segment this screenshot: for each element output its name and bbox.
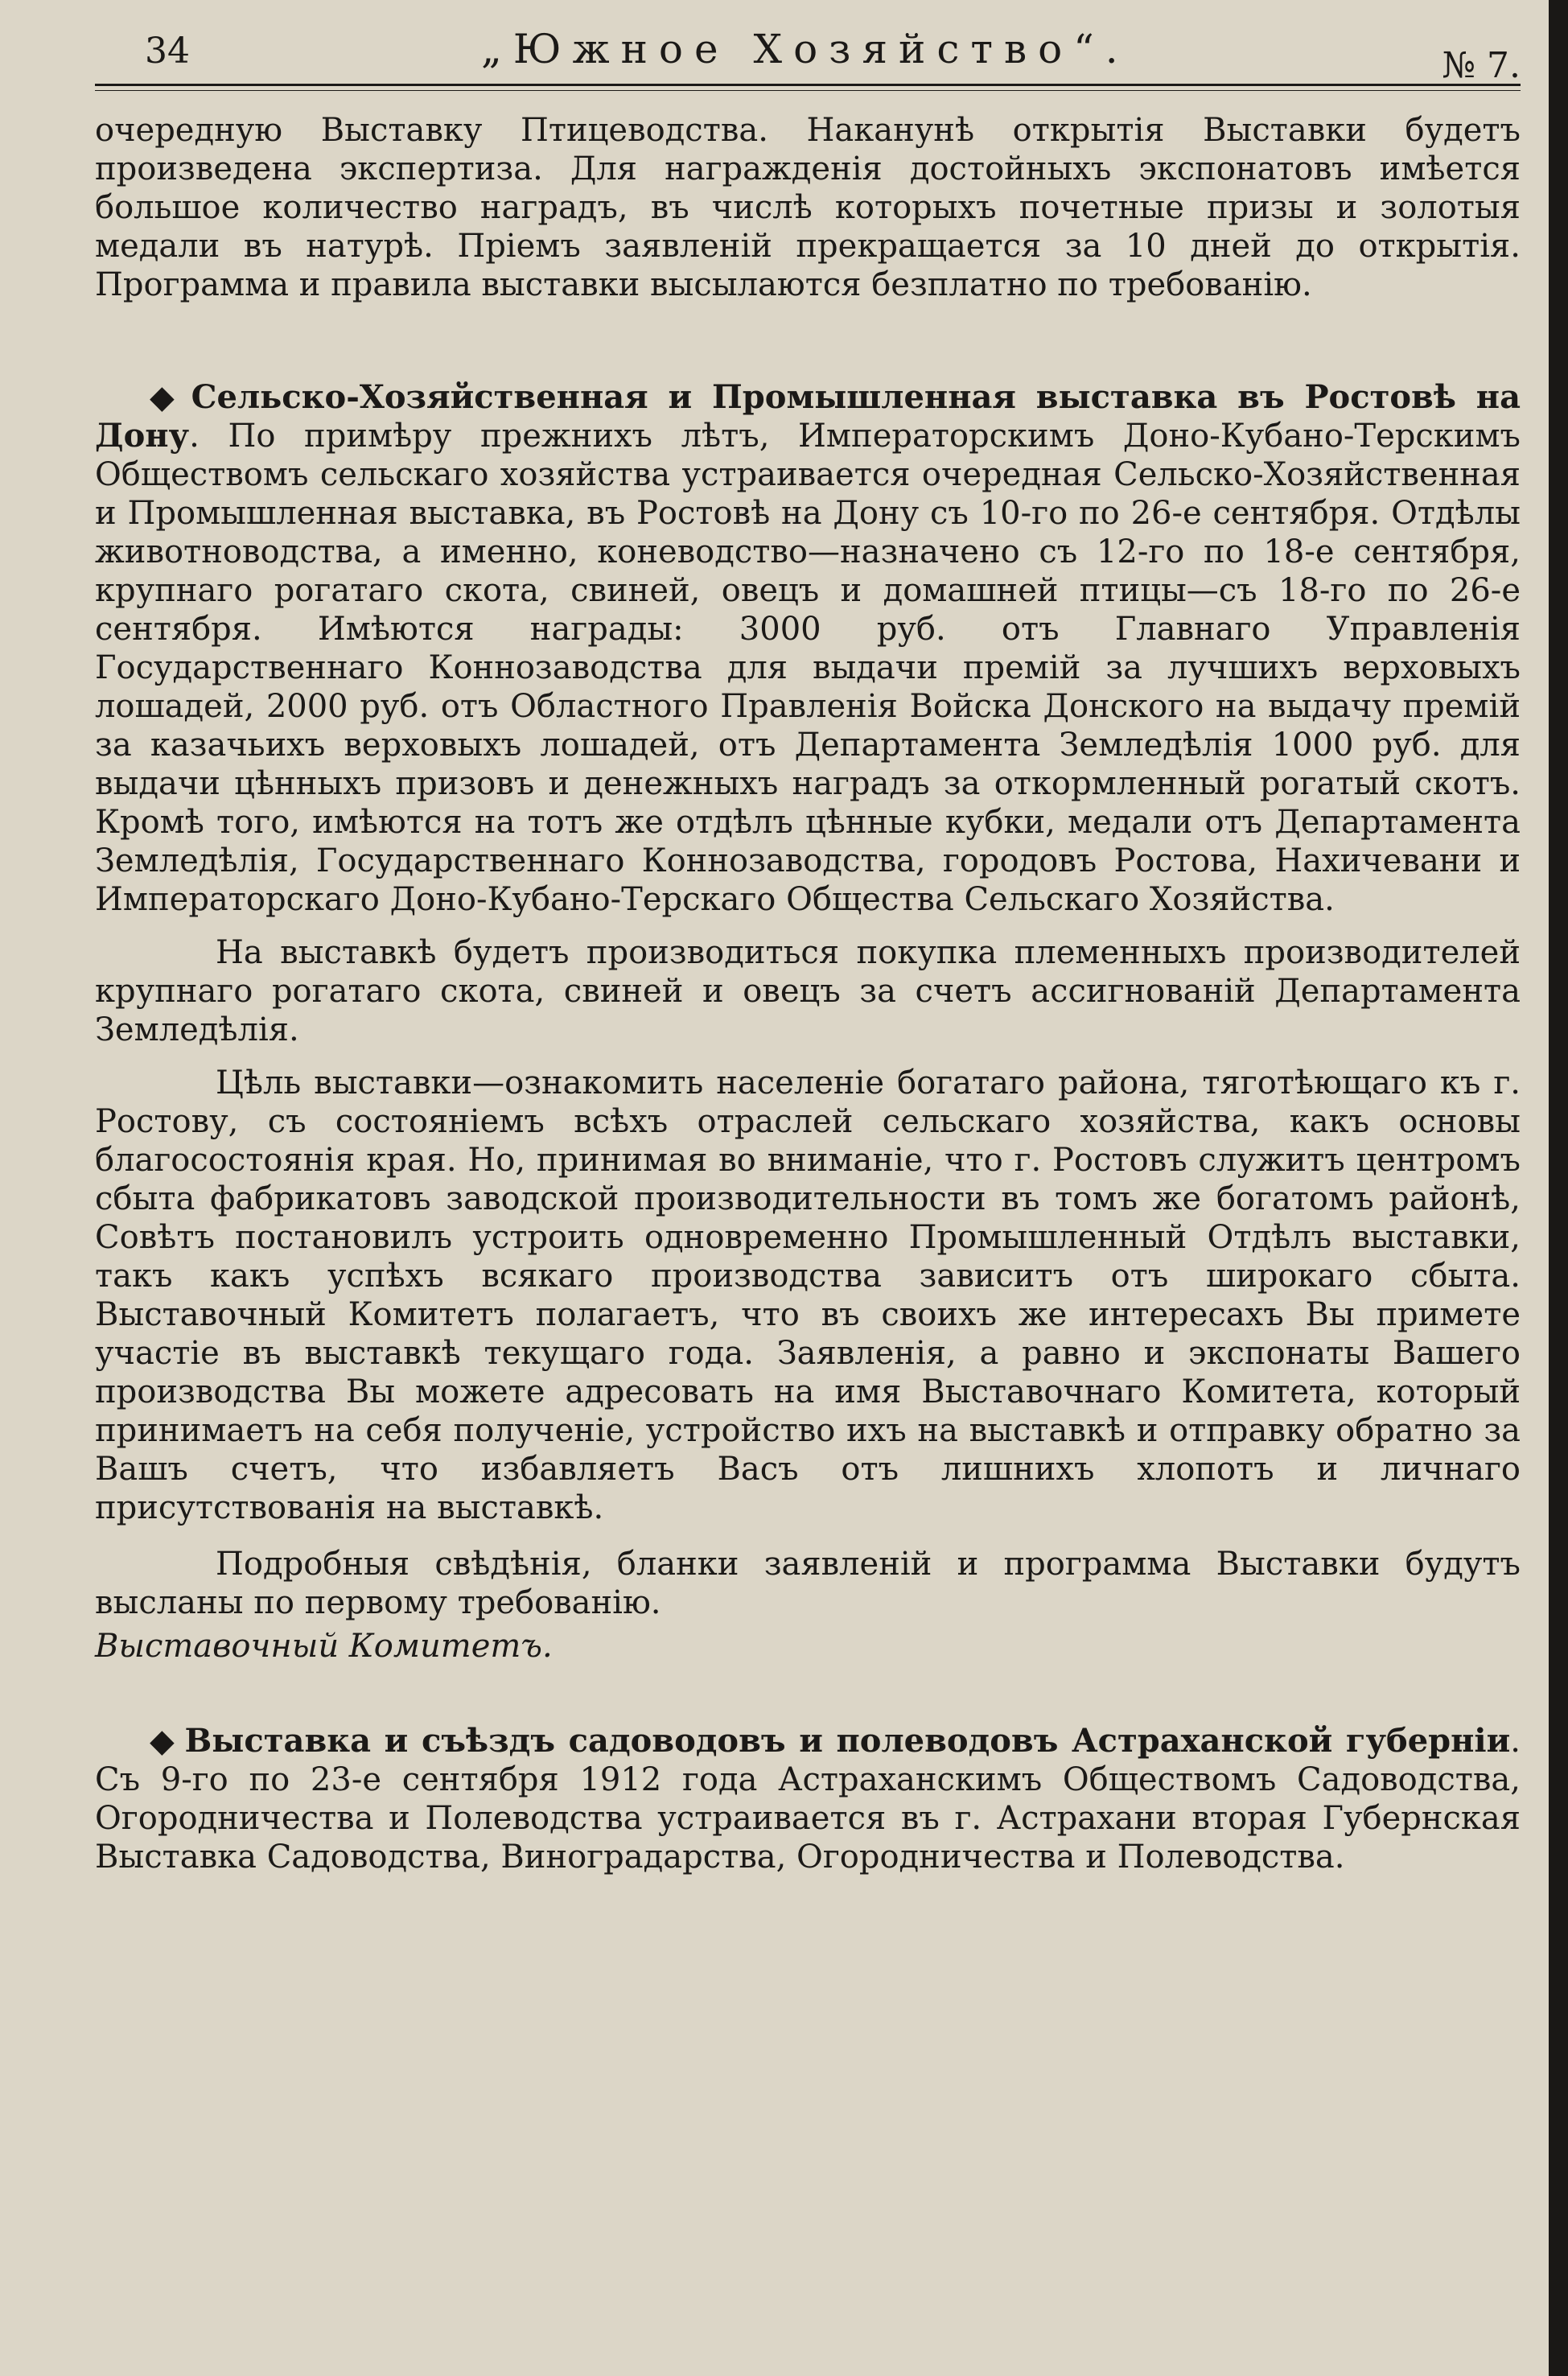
scan-edge-shadow — [1549, 0, 1568, 2376]
journal-title: „Южное Хозяйство“. — [481, 26, 1130, 72]
header-rule-thin — [95, 90, 1521, 91]
astrakhan-exhibition-lead-text: . Съ 9-го по 23-е сентября 1912 года Астраханскимъ Обществомъ Садоводства, Огородничества и Полеводства устраивается въ г. Астрахани вторая Губернская Выставка Садоводства, Виноградарства, Огородничества и Полеводства. — [95, 1723, 1521, 1876]
header-rule — [95, 84, 1521, 86]
running-header — [95, 26, 1521, 86]
committee-signature: Выставочный Комитетъ. — [95, 1628, 553, 1665]
intro-paragraph: очередную Выставку Птицеводства. Наканунѣ открытія Выставки будетъ произведена экспертиза. Для награжденія достойныхъ экспонатовъ имѣется большое количество наградъ, въ числѣ которыхъ почетные призы и золотыя медали въ натурѣ. Пріемъ заявленій прекращается за 10 дней до открытія. Программа и правила выставки высылаются безплатно по требованію. — [95, 112, 1521, 303]
exhibition-purpose-paragraph: Цѣль выставки—ознакомить населеніе богатаго района, тяготѣющаго къ г. Ростову, съ состояніемъ всѣхъ отраслей сельскаго хозяйства, какъ основы благосостоянія края. Но, принимая во вниманіе, что г. Ростовъ служитъ центромъ сбыта фабрикатовъ заводской производительности въ томъ же богатомъ районѣ, Совѣтъ постановилъ устроить одновременно Промышленный Отдѣлъ выставки, такъ какъ успѣхъ всякаго производства зависитъ отъ широкаго сбыта. Выставочный Комитетъ полагаетъ, что въ своихъ же интересахъ Вы примете участіе въ выставкѣ текущаго года. Заявленія, а равно и экспонаты Вашего производства Вы можете адресовать на имя Выставочнаго Комитета, который принимаетъ на себя полученіе, устройство ихъ на выставкѣ и отправку обратно за Вашъ счетъ, что избавляетъ Васъ отъ лишнихъ хлопотъ и личнаго присутствованія на выставкѣ. — [95, 1064, 1521, 1526]
rostov-exhibition-paragraph — [95, 378, 1521, 919]
page-number: 34 — [145, 31, 190, 72]
livestock-purchase-paragraph: На выставкѣ будетъ производиться покупка племенныхъ производителей крупнаго рогатаго скота, свиней и овецъ за счетъ ассигнованій Департамента Земледѣлія. — [95, 934, 1521, 1048]
section-marker-icon: ◆ — [150, 378, 183, 416]
page-body — [95, 111, 1521, 1876]
astrakhan-exhibition-paragraph — [95, 1722, 1521, 1876]
section-marker-icon: ◆ — [150, 1722, 177, 1760]
astrakhan-exhibition-heading: Выставка и съѣздъ садоводовъ и полеводовъ Астраханской губерніи — [184, 1722, 1511, 1760]
rostov-exhibition-lead-text: . По примѣру прежнихъ лѣтъ, Императорскимъ Доно-Кубано-Терскимъ Обществомъ сельскаго хозяйства устраивается очередная Сельско-Хозяйственная и Промышленная выставка, въ Ростовѣ на Дону съ 10-го по 26-е сентября. Отдѣлы животноводства, а именно, коневодство—назначено съ 12-го по 18-е сентября, крупнаго рогатаго скота, свиней, овецъ и домашней птицы—съ 18-го по 26-е сентября. Имѣются награды: 3000 руб. отъ Главнаго Управленія Государственнаго Коннозаводства для выдачи премій за лучшихъ верховыхъ лошадей, 2000 руб. отъ Областного Правленія Войска Донского на выдачу премій за казачьихъ верховыхъ лошадей, отъ Департамента Земледѣлія 1000 руб. для выдачи цѣнныхъ призовъ и денежныхъ наградъ за откормленный рогатый скотъ. Кромѣ того, имѣются на тотъ же отдѣлъ цѣнные кубки, медали отъ Департамента Земледѣлія, Государственнаго Коннозаводства, городовъ Ростова, Нахичевани и Императорскаго Доно-Кубано-Терскаго Общества Сельскаго Хозяйства. — [95, 418, 1521, 918]
issue-number: № 7. — [1442, 45, 1521, 86]
details-request-paragraph: Подробныя свѣдѣнія, бланки заявленій и программа Выставки будутъ высланы по первому требованію. — [95, 1546, 1521, 1621]
rostov-exhibition-heading: Сельско-Хозяйственная и Промышленная выставка въ Ростовѣ на Дону — [95, 378, 1521, 455]
